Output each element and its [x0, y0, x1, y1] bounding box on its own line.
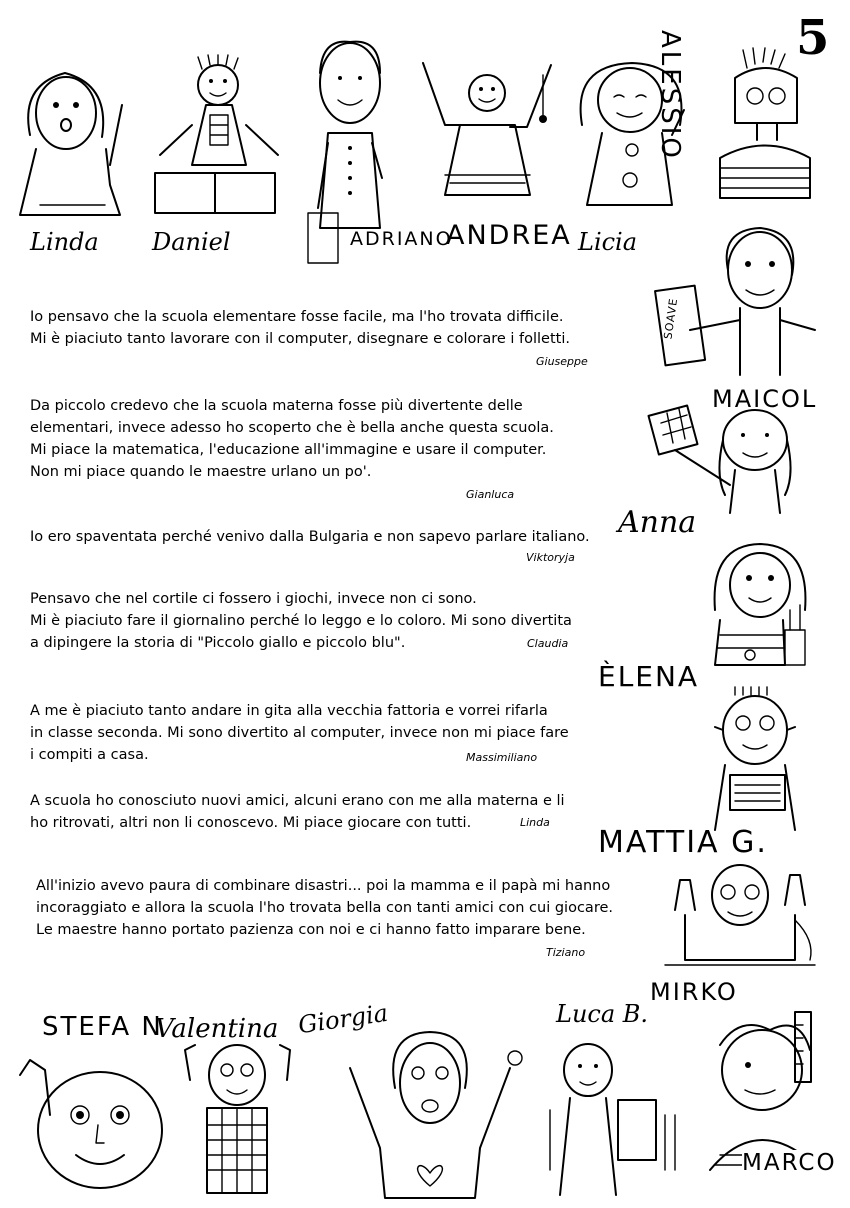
message-line: Le maestre hanno portato pazienza con noi e ci hanno fatto imparare bene.	[36, 922, 586, 938]
message-line: ho ritrovati, altri non li conoscevo. Mi piace giocare con tutti.	[30, 815, 472, 831]
drawing-stefan	[10, 1055, 190, 1200]
message-gianluca	[30, 395, 554, 483]
label-giorgia: Giorgia	[296, 998, 390, 1040]
message-line: Io ero spaventata perché venivo dalla Bulgaria e non sapevo parlare italiano.	[30, 529, 590, 545]
message-tiziano	[36, 875, 613, 941]
label-valentina: Valentina	[155, 1014, 279, 1044]
message-viktoryja	[30, 526, 590, 548]
drawing-tiziano	[665, 860, 825, 970]
message-line: a dipingere la storia di "Piccolo giallo e piccolo blu".	[30, 635, 406, 651]
label-andrea: ANDREA	[446, 220, 572, 251]
signature-gianluca: Gianluca	[466, 488, 515, 501]
message-line: Pensavo che nel cortile ci fossero i giochi, invece non ci sono.	[30, 591, 477, 607]
label-licia: Licia	[578, 228, 638, 256]
message-line: A me è piaciuto tanto andare in gita alla vecchia fattoria e vorrei rifarla	[30, 703, 548, 719]
message-line: elementari, invece adesso ho scoperto che è bella anche questa scuola.	[30, 420, 554, 436]
label-adriano: ADRIANO	[350, 228, 453, 250]
message-claudia	[30, 588, 572, 654]
message-line: i compiti a casa.	[30, 747, 149, 763]
label-alessio: ALESSIO	[655, 30, 685, 161]
page-number: 5	[796, 10, 830, 66]
drawing-daniel	[150, 55, 290, 225]
message-line: Mi è piaciuto tanto lavorare con il computer, disegnare e colorare i folletti.	[30, 331, 570, 347]
drawing-alessio	[715, 48, 815, 208]
drawing-elena	[705, 540, 815, 670]
label-stefan: STEFA N	[42, 1012, 163, 1042]
label-linda: Linda	[30, 228, 99, 256]
drawing-linda	[10, 65, 130, 225]
message-line: Mi piace la matematica, l'educazione all'immagine e usare il computer.	[30, 442, 547, 458]
label-mirko: MIRKO	[650, 978, 738, 1006]
message-line: Non mi piace quando le maestre urlano un po'.	[30, 464, 372, 480]
label-mattia: MATTIA G.	[598, 825, 768, 860]
signature-viktoryja: Viktoryja	[526, 551, 575, 564]
drawing-andrea	[415, 55, 565, 205]
signature-tiziano: Tiziano	[546, 946, 586, 959]
label-anna: Anna	[618, 505, 697, 540]
signature-massimiliano: Massimiliano	[466, 751, 538, 764]
book-cover-text: SOAVE	[661, 296, 681, 341]
message-line: Mi è piaciuto fare il giornalino perché lo leggo e lo coloro. Mi sono divertita	[30, 613, 572, 629]
drawing-luca	[540, 1040, 690, 1200]
signature-giuseppe: Giuseppe	[536, 355, 588, 368]
message-line: in classe seconda. Mi sono divertito al computer, invece non mi piace fare	[30, 725, 569, 741]
signature-linda: Linda	[520, 816, 550, 829]
label-luca: Luca B.	[556, 1000, 649, 1028]
message-line: All'inizio avevo paura di combinare disastri... poi la mamma e il papà mi hanno	[36, 878, 611, 894]
label-elena: ÈLENA	[598, 660, 700, 693]
drawing-valentina	[175, 1040, 300, 1200]
label-maicol: MAICOL	[712, 385, 818, 413]
message-line: Da piccolo credevo che la scuola materna fosse più divertente delle	[30, 398, 523, 414]
signature-claudia: Claudia	[527, 637, 569, 650]
label-marco: MARCO	[742, 1150, 837, 1176]
drawing-giorgia	[330, 1028, 530, 1203]
message-line: A scuola ho conosciuto nuovi amici, alcuni erano con me alla materna e li	[30, 793, 565, 809]
drawing-mattia	[695, 685, 815, 835]
message-line: Io pensavo che la scuola elementare fosse facile, ma l'ho trovata difficile.	[30, 309, 564, 325]
drawing-anna	[645, 395, 815, 515]
message-giuseppe	[30, 306, 570, 350]
message-linda	[30, 790, 565, 834]
message-line: incoraggiato e allora la scuola l'ho trovata bella con tanti amici con cui giocare.	[36, 900, 613, 916]
label-daniel: Daniel	[152, 228, 231, 256]
